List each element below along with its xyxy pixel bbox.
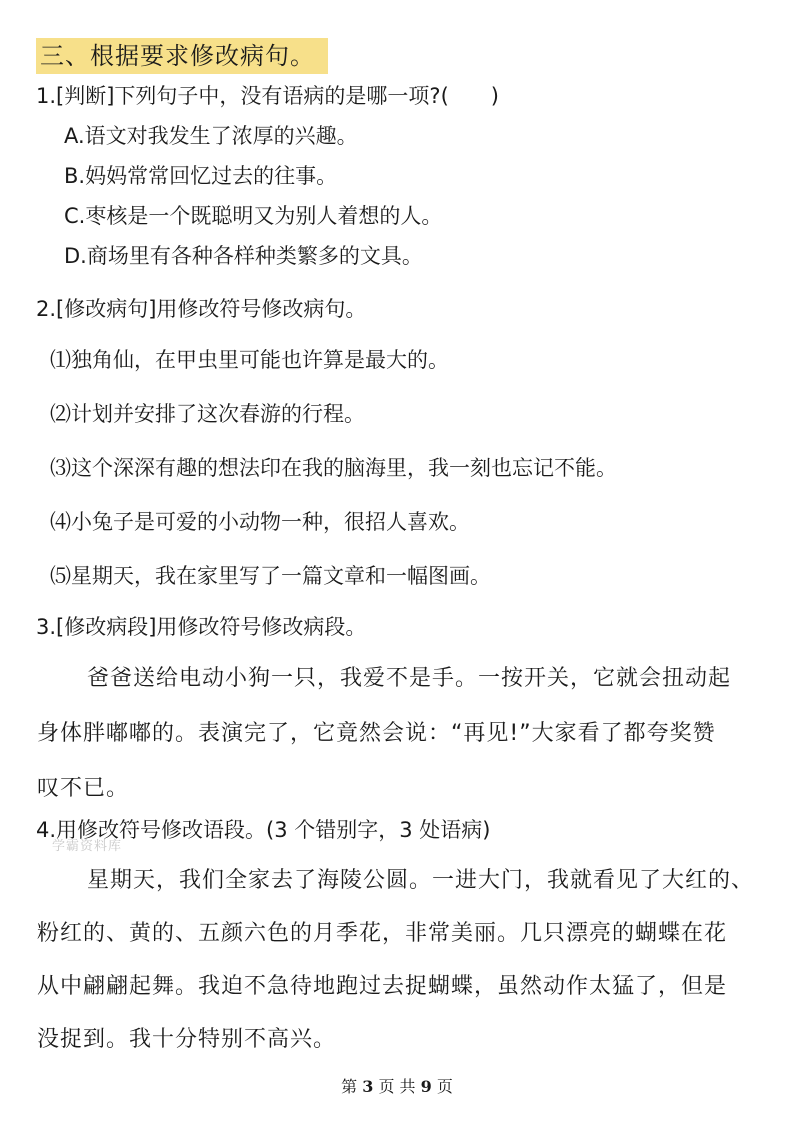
question-2-item-2: ⑵计划并安排了这次春游的行程。 xyxy=(50,402,365,426)
question-4-line-3: 从中翩翩起舞。我迫不急待地跑过去捉蝴蝶，虽然动作太猛了，但是 xyxy=(37,974,728,999)
question-3-stem: 3.[修改病段]用修改符号修改病段。 xyxy=(36,615,367,639)
question-2-item-1: ⑴独角仙，在甲虫里可能也许算是最大的。 xyxy=(50,348,449,372)
footer-suffix: 页 xyxy=(436,1077,453,1096)
section-title: 三、根据要求修改病句。 xyxy=(36,38,328,74)
question-4-stem: 4.用修改符号修改语段。(3 个错别字，3 处语病) xyxy=(36,818,491,842)
question-2-item-4: ⑷小兔子是可爱的小动物一种，很招人喜欢。 xyxy=(50,510,470,534)
footer-prefix: 第 xyxy=(341,1077,358,1096)
question-4-line-4: 没捉到。我十分特别不高兴。 xyxy=(37,1027,337,1052)
footer-total-pages: 9 xyxy=(420,1077,432,1096)
question-2-item-5: ⑸星期天，我在家里写了一篇文章和一幅图画。 xyxy=(50,564,491,588)
question-3-line-1: 爸爸送给电动小狗一只，我爱不是手。一按开关，它就会扭动起 xyxy=(87,666,732,691)
question-3-line-2: 身体胖嘟嘟的。表演完了，它竟然会说：“再见!”大家看了都夸奖赞 xyxy=(37,721,716,746)
question-1-option-a: A.语文对我发生了浓厚的兴趣。 xyxy=(64,124,358,148)
question-4-line-2: 粉红的、黄的、五颜六色的月季花，非常美丽。几只漂亮的蝴蝶在花 xyxy=(37,921,728,946)
question-1-option-b: B.妈妈常常回忆过去的往事。 xyxy=(64,164,338,188)
question-4-line-1: 星期天，我们全家去了海陵公圆。一进大门，我就看见了大红的、 xyxy=(87,868,755,893)
footer-middle: 页 共 xyxy=(378,1077,416,1096)
watermark: 学霸资料库 xyxy=(52,839,123,854)
question-1-option-d: D.商场里有各种各样种类繁多的文具。 xyxy=(64,244,423,268)
question-3-line-3: 叹不已。 xyxy=(37,776,130,801)
question-2-stem: 2.[修改病句]用修改符号修改病句。 xyxy=(36,297,367,321)
page-footer xyxy=(0,1076,794,1098)
question-2-item-3: ⑶这个深深有趣的想法印在我的脑海里，我一刻也忘记不能。 xyxy=(50,456,617,480)
footer-page-number: 3 xyxy=(362,1077,374,1096)
question-1-option-c: C.枣核是一个既聪明又为别人着想的人。 xyxy=(64,204,443,228)
question-1-stem: 1.[判断]下列句子中，没有语病的是哪一项?( ) xyxy=(36,84,499,108)
